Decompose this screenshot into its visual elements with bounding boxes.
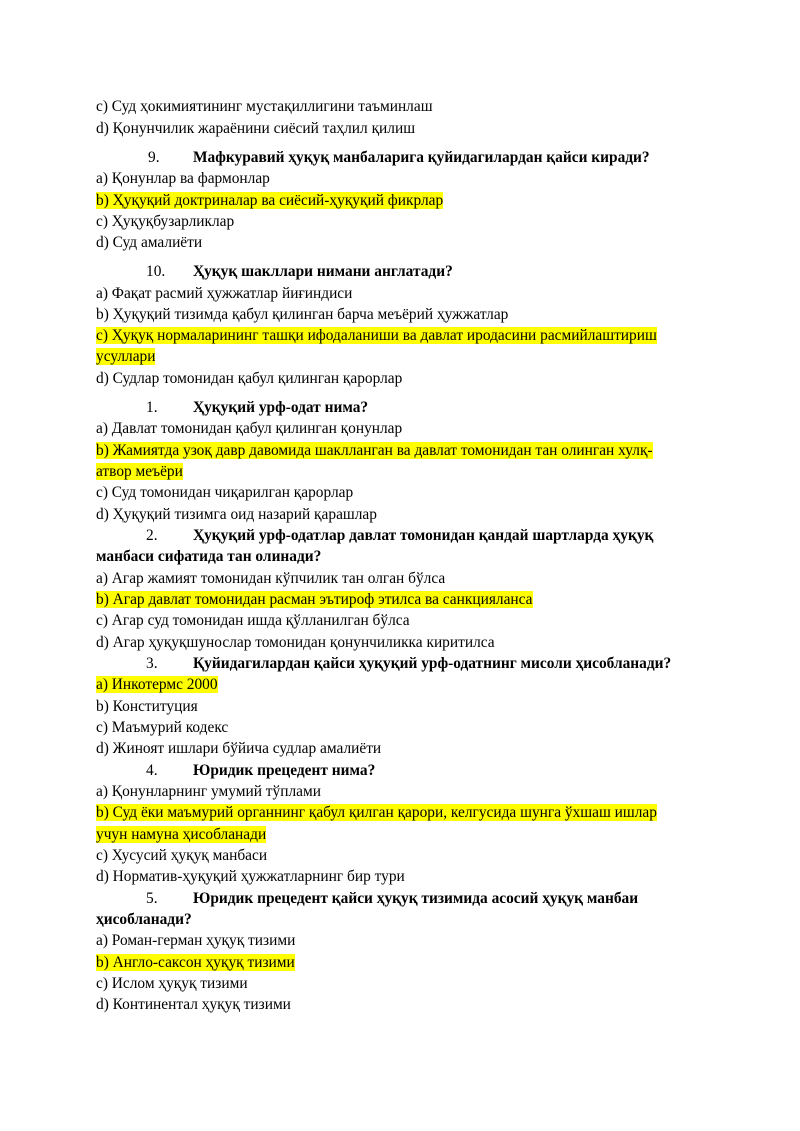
question-text: Мафкуравий ҳуқуқ манбаларига қуйидагилардан қайси киради? <box>193 149 650 166</box>
highlighted-answer: учун намуна ҳисобланади <box>96 826 267 843</box>
answer-c-correct <box>96 326 657 345</box>
question-text-cont: манбаси сифатида тан олинади? <box>96 548 322 565</box>
answer-d: d) Континентал ҳуқуқ тизими <box>96 996 291 1013</box>
question-text-cont: ҳисобланади? <box>96 911 192 928</box>
answer-d: d) Агар ҳуқуқшунослар томонидан қонунчиликка киритилса <box>96 634 495 651</box>
question-number: 5. <box>146 890 158 907</box>
highlighted-answer: атвор меъёри <box>96 463 183 480</box>
answer-b-correct <box>96 590 533 609</box>
answer-a-correct <box>96 675 218 694</box>
answer-b-correct <box>96 191 443 210</box>
question-text: Юридик прецедент қайси ҳуқуқ тизимида асосий ҳуқуқ манбаи <box>193 890 639 907</box>
answer-d: d) Суд амалиёти <box>96 234 203 251</box>
answer-a: a) Фақат расмий ҳужжатлар йиғиндиси <box>96 285 353 302</box>
highlighted-answer: b) Агар давлат томонидан расман эътироф этилса ва санкцияланса <box>96 591 533 608</box>
answer-c: c) Маъмурий кодекс <box>96 719 229 736</box>
question-text: Юридик прецедент нима? <box>193 762 376 779</box>
question-text: Ҳуқуқий урф-одатлар давлат томонидан қандай шартларда ҳуқуқ <box>193 527 654 544</box>
answer-b-correct-cont <box>96 825 266 844</box>
answer-a: a) Қонунлар ва фармонлар <box>96 170 270 187</box>
answer-d: d) Норматив-ҳуқуқий ҳужжатларнинг бир тури <box>96 868 405 885</box>
question-number: 9. <box>148 149 160 166</box>
answer-c: c) Хусусий ҳуқуқ манбаси <box>96 847 268 864</box>
question-text: Ҳуқуқий урф-одат нима? <box>193 399 369 416</box>
question-number: 4. <box>146 762 158 779</box>
answer-b-correct <box>96 953 295 972</box>
answer-d: d) Жиноят ишлари бўйича судлар амалиёти <box>96 740 382 757</box>
highlighted-answer: b) Суд ёки маъмурий органнинг қабул қилган қарори, келгусида шунга ўхшаш ишлар <box>96 804 657 821</box>
question-number: 3. <box>146 655 158 672</box>
answer-b-correct-cont <box>96 462 183 481</box>
answer-a: a) Давлат томонидан қабул қилинган қонунлар <box>96 420 403 437</box>
answer-c: c) Суд томонидан чиқарилган қарорлар <box>96 484 354 501</box>
highlighted-answer: b) Англо-саксон ҳуқуқ тизими <box>96 954 295 971</box>
highlighted-answer: a) Инкотермс 2000 <box>96 676 218 693</box>
highlighted-answer: b) Ҳуқуқий доктриналар ва сиёсий-ҳуқуқий фикрлар <box>96 192 444 209</box>
answer-c: c) Агар суд томонидан ишда қўлланилган бўлса <box>96 612 410 629</box>
question-text: Қуйидагилардан қайси ҳуқуқий урф-одатнинг мисоли ҳисобланади? <box>193 655 672 672</box>
answer-b-correct <box>96 441 653 460</box>
highlighted-answer: усуллари <box>96 348 156 365</box>
answer-b: b) Ҳуқуқий тизимда қабул қилинган барча меъёрий ҳужжатлар <box>96 306 509 323</box>
answer-c: c) Ислом ҳуқуқ тизими <box>96 975 248 992</box>
highlighted-answer: c) Ҳуқуқ нормаларининг ташқи ифодаланиши ва давлат иродасини расмийлаштириш <box>96 327 657 344</box>
answer-a: a) Агар жамият томонидан кўпчилик тан олган бўлса <box>96 570 446 587</box>
answer-d: d) Ҳуқуқий тизимга оид назарий қарашлар <box>96 506 377 523</box>
answer-d: d) Судлар томонидан қабул қилинган қарорлар <box>96 370 403 387</box>
answer-c: c) Суд ҳокимиятининг мустақиллигини таъминлаш <box>96 98 433 115</box>
answer-c-correct-cont <box>96 347 155 366</box>
answer-a: a) Қонунларнинг умумий тўплами <box>96 783 321 800</box>
answer-d: d) Қонунчилик жараёнини сиёсий таҳлил қилиш <box>96 120 416 137</box>
question-text: Ҳуқуқ шакллари нимани англатади? <box>193 263 453 280</box>
answer-c: c) Ҳуқуқбузарликлар <box>96 213 235 230</box>
question-number: 2. <box>146 527 158 544</box>
question-number: 1. <box>146 399 158 416</box>
highlighted-answer: b) Жамиятда узоқ давр давомида шаклланган ва давлат томонидан тан олинган хулқ- <box>96 442 653 459</box>
answer-a: a) Роман-герман ҳуқуқ тизими <box>96 932 296 949</box>
answer-b-correct <box>96 803 657 822</box>
answer-b: b) Конституция <box>96 698 198 715</box>
question-number: 10. <box>146 263 166 280</box>
